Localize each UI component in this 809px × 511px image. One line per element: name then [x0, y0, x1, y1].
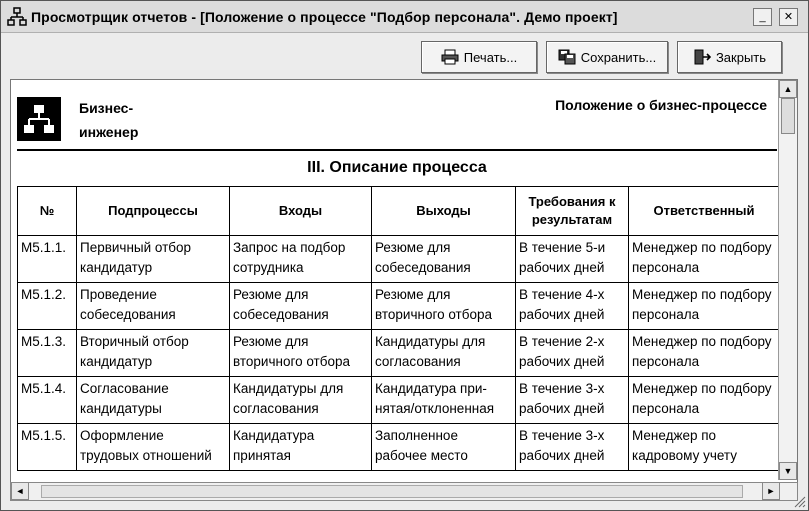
- scroll-down-arrow[interactable]: ▼: [779, 462, 797, 480]
- table-cell: Менеджер по подбору персонала: [629, 236, 780, 283]
- table-cell: M5.1.1.: [18, 236, 77, 283]
- document-type: Положение о бизнес-процессе: [555, 97, 767, 113]
- table-row: [18, 424, 780, 471]
- resize-grip-icon[interactable]: [794, 496, 806, 508]
- table-cell: Резюме для собеседования: [230, 283, 372, 330]
- table-cell: Запрос на подбор сотрудника: [230, 236, 372, 283]
- window-title: Просмотрщик отчетов - [Положение о процессе "Подбор персонала". Демо проект]: [31, 9, 618, 25]
- table-row: [18, 377, 780, 424]
- table-row: [18, 330, 780, 377]
- table-cell: Оформление трудовых отношений: [77, 424, 230, 471]
- vertical-scroll-thumb[interactable]: [781, 98, 795, 134]
- table-cell: M5.1.4.: [18, 377, 77, 424]
- column-header: Входы: [230, 187, 372, 236]
- table-cell: В течение 2-х рабочих дней: [516, 330, 629, 377]
- close-window-button[interactable]: ✕: [779, 8, 798, 26]
- scroll-left-arrow[interactable]: ◄: [11, 482, 29, 500]
- org-chart-icon: [7, 7, 27, 27]
- column-header: Подпроцессы: [77, 187, 230, 236]
- print-button[interactable]: [421, 41, 537, 73]
- table-cell: Резюме для вторичного отбора: [372, 283, 516, 330]
- exit-door-icon: [693, 49, 711, 65]
- section-title: III. Описание процесса: [307, 159, 487, 176]
- close-report-label: Закрыть: [715, 49, 767, 65]
- column-header: Выходы: [372, 187, 516, 236]
- close-report-button[interactable]: [677, 41, 782, 73]
- save-button-label: Сохранить...: [580, 49, 657, 65]
- table-cell: Заполненное рабочее место: [372, 424, 516, 471]
- brand-name: [79, 96, 138, 144]
- brand-line-1: Бизнес-: [79, 100, 134, 116]
- table-cell: Кандидатуры для согласования: [230, 377, 372, 424]
- column-header: Ответственный: [629, 187, 780, 236]
- table-cell: В течение 3-х рабочих дней: [516, 424, 629, 471]
- table-cell: Менеджер по подбору персонала: [629, 283, 780, 330]
- table-cell: Кандидатура при- нятая/отклоненная: [372, 377, 516, 424]
- table-header-row: [18, 187, 780, 236]
- column-header: Требования к результатам: [516, 187, 629, 236]
- table-cell: В течение 5-и рабочих дней: [516, 236, 629, 283]
- header-divider: [17, 149, 777, 151]
- minimize-button[interactable]: _: [753, 8, 772, 26]
- scroll-up-arrow[interactable]: ▲: [779, 80, 797, 98]
- table-cell: Кандидатура принятая: [230, 424, 372, 471]
- vertical-scrollbar[interactable]: [778, 80, 797, 480]
- table-cell: Вторичный отбор кандидатур: [77, 330, 230, 377]
- table-row: [18, 236, 780, 283]
- table-cell: Менеджер по подбору персонала: [629, 377, 780, 424]
- table-cell: Проведение собеседования: [77, 283, 230, 330]
- print-button-label: Печать...: [463, 49, 518, 65]
- table-cell: Кандидатуры для согласования: [372, 330, 516, 377]
- floppy-disk-icon: [558, 49, 576, 65]
- table-cell: В течение 3-х рабочих дней: [516, 377, 629, 424]
- table-cell: Менеджер по подбору персонала: [629, 330, 780, 377]
- table-cell: Менеджер по кадровому учету: [629, 424, 780, 471]
- table-cell: В течение 4-х рабочих дней: [516, 283, 629, 330]
- table-cell: M5.1.3.: [18, 330, 77, 377]
- save-button[interactable]: [546, 41, 668, 73]
- horizontal-scrollbar[interactable]: [10, 482, 798, 501]
- horizontal-scroll-thumb[interactable]: [41, 485, 743, 498]
- column-header: №: [18, 187, 77, 236]
- scroll-right-arrow[interactable]: ►: [762, 482, 780, 500]
- table-cell: M5.1.2.: [18, 283, 77, 330]
- table-cell: Первичный отбор кандидатур: [77, 236, 230, 283]
- org-chart-icon: [17, 97, 61, 141]
- title-bar: [1, 1, 808, 33]
- table-row: [18, 283, 780, 330]
- process-table: [17, 186, 780, 471]
- table-cell: Резюме для вторичного отбора: [230, 330, 372, 377]
- printer-icon: [441, 49, 459, 65]
- table-cell: M5.1.5.: [18, 424, 77, 471]
- table-cell: Согласование кандидатуры: [77, 377, 230, 424]
- brand-line-2: инженер: [79, 124, 139, 140]
- table-cell: Резюме для собеседования: [372, 236, 516, 283]
